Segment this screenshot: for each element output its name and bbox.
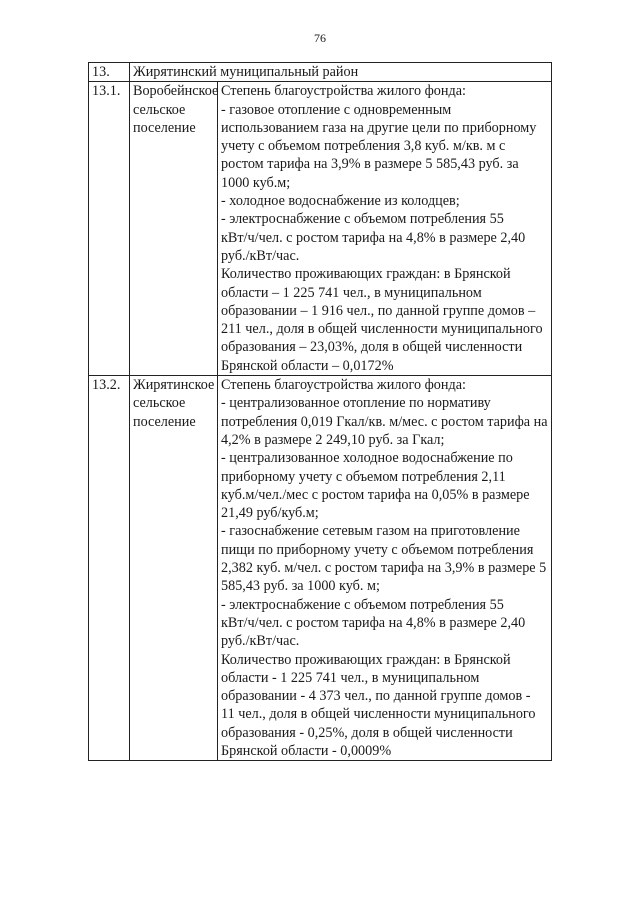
description-line: кВт/ч/чел. с ростом тарифа на 4,8% в размере 2,40	[221, 614, 526, 631]
description-line: куб.м/чел./мес с ростом тарифа на 0,05% в размере	[221, 486, 530, 503]
document-table	[88, 62, 552, 761]
description-line: - газоснабжение сетевым газом на приготовление	[221, 523, 520, 540]
description-line: 211 чел., доля в общей численности муниципального	[221, 321, 543, 338]
description-line: 585,43 руб. за 1000 куб. м;	[221, 578, 380, 595]
description-line: области – 1 225 741 чел., в муниципальном	[221, 284, 482, 301]
description-line: - электроснабжение с объемом потребления 55	[221, 596, 504, 613]
section-title: Жирятинский муниципальный район	[130, 63, 552, 82]
description-line: Брянской области - 0,0009%	[221, 742, 392, 759]
description-line: образования - 0,25%, доля в общей численности	[221, 724, 513, 741]
description-line: приборному учету с объемом потребления 2,11	[221, 468, 506, 485]
settlement-line: поселение	[133, 413, 196, 430]
description-line: - холодное водоснабжение из колодцев;	[221, 193, 460, 210]
description-line: 4,2% в размере 2 249,10 руб. за Гкал;	[221, 431, 445, 448]
settlement-line: Воробейнское	[133, 83, 219, 100]
description-line: руб./кВт/час.	[221, 633, 300, 650]
settlement-line: сельское	[133, 101, 186, 118]
description-line: руб./кВт/час.	[221, 247, 300, 264]
description-line: Степень благоустройства жилого фонда:	[221, 377, 466, 394]
table-row	[89, 82, 552, 376]
description-line: учету с объемом потребления 3,8 куб. м/кв. м с	[221, 138, 506, 155]
section-header-row	[89, 63, 552, 82]
description-cell	[218, 82, 552, 376]
description-line: 21,49 руб/куб.м;	[221, 505, 319, 522]
description-line: - централизованное холодное водоснабжение по	[221, 450, 513, 467]
settlement-line: Жирятинское	[133, 377, 215, 394]
description-line: образовании - 4 373 чел., по данной группе домов -	[221, 688, 531, 705]
description-line: кВт/ч/чел. с ростом тарифа на 4,8% в размере 2,40	[221, 229, 526, 246]
row-number: 13.2.	[89, 376, 130, 761]
description-line: 1000 куб.м;	[221, 174, 291, 191]
description-line: Количество проживающих граждан: в Брянской	[221, 651, 511, 668]
description-line: Брянской области – 0,0172%	[221, 357, 394, 374]
description-line: использованием газа на другие цели по приборному	[221, 119, 537, 136]
description-line: образовании – 1 916 чел., по данной группе домов –	[221, 302, 536, 319]
description-line: - централизованное отопление по нормативу	[221, 395, 491, 412]
description-line: Степень благоустройства жилого фонда:	[221, 83, 466, 100]
description-cell	[218, 376, 552, 761]
description-line: 2,382 куб. м/чел. с ростом тарифа на 3,9% в размере 5	[221, 560, 547, 577]
settlement-line: поселение	[133, 119, 196, 136]
table-row	[89, 376, 552, 761]
settlement-name	[130, 82, 218, 376]
description-line: Количество проживающих граждан: в Брянской	[221, 266, 511, 283]
description-line: 11 чел., доля в общей численности муниципального	[221, 706, 536, 723]
description-line: потребления 0,019 Гкал/кв. м/мес. с ростом тарифа на	[221, 413, 548, 430]
section-number: 13.	[89, 63, 130, 82]
description-line: - газовое отопление с одновременным	[221, 101, 452, 118]
description-line: ростом тарифа на 3,9% в размере 5 585,43 руб. за	[221, 156, 519, 173]
settlement-name	[130, 376, 218, 761]
page-number: 76	[314, 31, 326, 45]
description-line: области - 1 225 741 чел., в муниципальном	[221, 669, 480, 686]
settlement-line: сельское	[133, 395, 186, 412]
description-line: образования – 23,03%, доля в общей численности	[221, 339, 523, 356]
row-number: 13.1.	[89, 82, 130, 376]
description-line: пищи по приборному учету с объемом потребления	[221, 541, 534, 558]
description-line: - электроснабжение с объемом потребления 55	[221, 211, 504, 228]
